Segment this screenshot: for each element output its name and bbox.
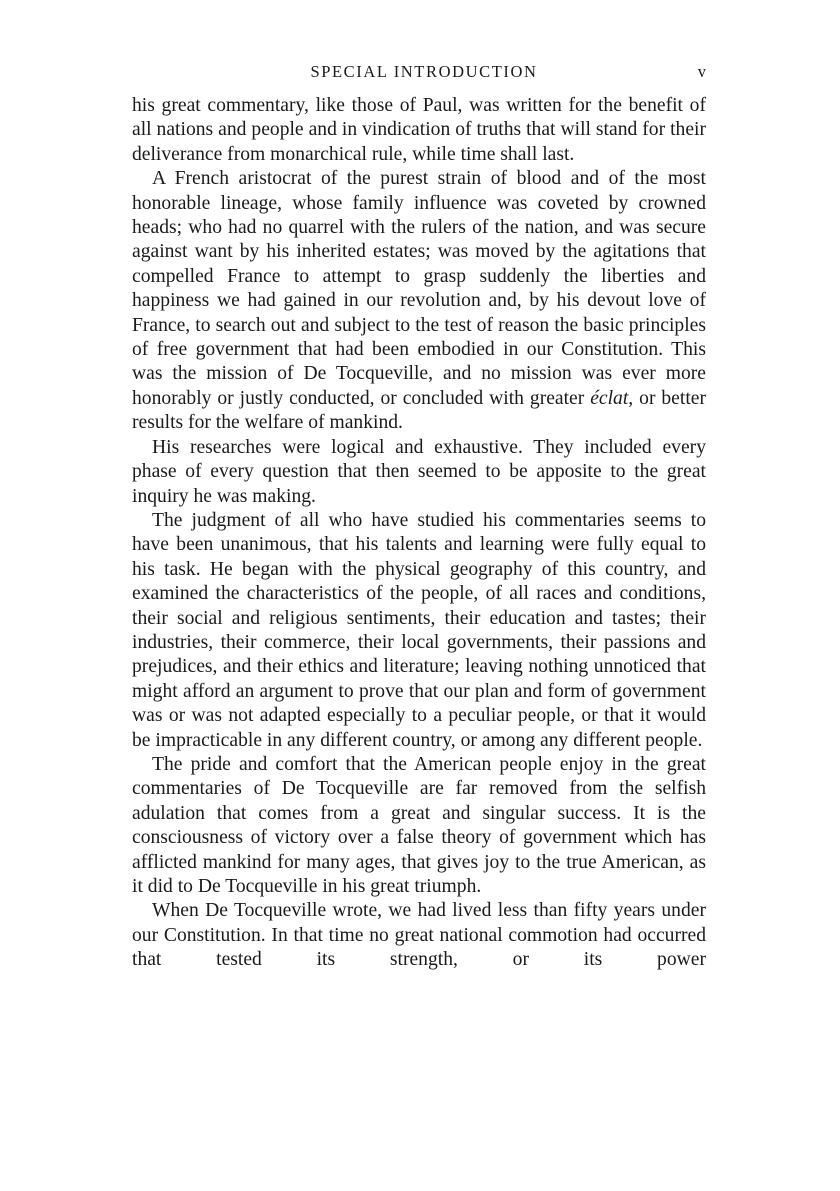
paragraph-researches: His researches were logical and exhaustive. They included every phase of every question that then seemed to be apposite to the great inquiry he was making.	[132, 436, 706, 507]
page-number: v	[697, 62, 706, 81]
body-text	[132, 94, 706, 973]
paragraph-french-aristocrat	[132, 167, 706, 435]
paragraph-text: or better results for the welfare of mankind.	[132, 387, 706, 434]
book-page	[132, 62, 706, 973]
paragraph-text: A French aristocrat of the purest strain of blood and of the most honorable lineage, whose family influence was coveted by crowned heads; who had no quarrel with the rulers of the nation, and was secure against want by his inherited estates; was moved by the agitations that compelled France to attempt to grasp suddenly the liberties and happiness we had gained in our revolution and, by his devout love of France, to search out and subject to the test of reason the basic principles of free government that had been embodied in our Constitution. This was the mission of De Tocqueville, and no mission was ever more honorably or justly conducted, or concluded with greater	[132, 168, 706, 409]
paragraph-when-de-tocqueville-wrote: When De Tocqueville wrote, we had lived less than fifty years under our Constitution. In that time no great national commotion had occurred that tested its strength, or its power	[132, 900, 706, 971]
running-title: SPECIAL INTRODUCTION	[310, 62, 538, 81]
paragraph-pride-and-comfort: The pride and comfort that the American people enjoy in the great commentaries of De Tocqueville are far removed from the selfish adulation that comes from a great and singular success. It is the consciousness of victory over a false theory of government which has afflicted mankind for many ages, that gives joy to the true American, as it did to De Tocqueville in his great triumph.	[132, 753, 706, 897]
running-head	[132, 62, 706, 88]
italic-word: éclat,	[590, 387, 634, 409]
paragraph-judgment: The judgment of all who have studied his commentaries seems to have been unanimous, that his talents and learning were fully equal to his task. He began with the physical geography of this country, and examined the characteristics of the people, of all races and conditions, their social and religious sentiments, their education and tastes; their industries, their commerce, their local governments, their passions and prejudices, and their ethics and literature; leaving nothing unnoticed that might afford an argument to prove that our plan and form of government was or was not adapted especially to a peculiar people, or that it would be impracticable in any different country, or among any different people.	[132, 509, 706, 751]
paragraph-continued: his great commentary, like those of Paul, was written for the benefit of all nations and people and in vindication of truths that will stand for their deliverance from monarchical rule, while time shall last.	[132, 95, 706, 165]
